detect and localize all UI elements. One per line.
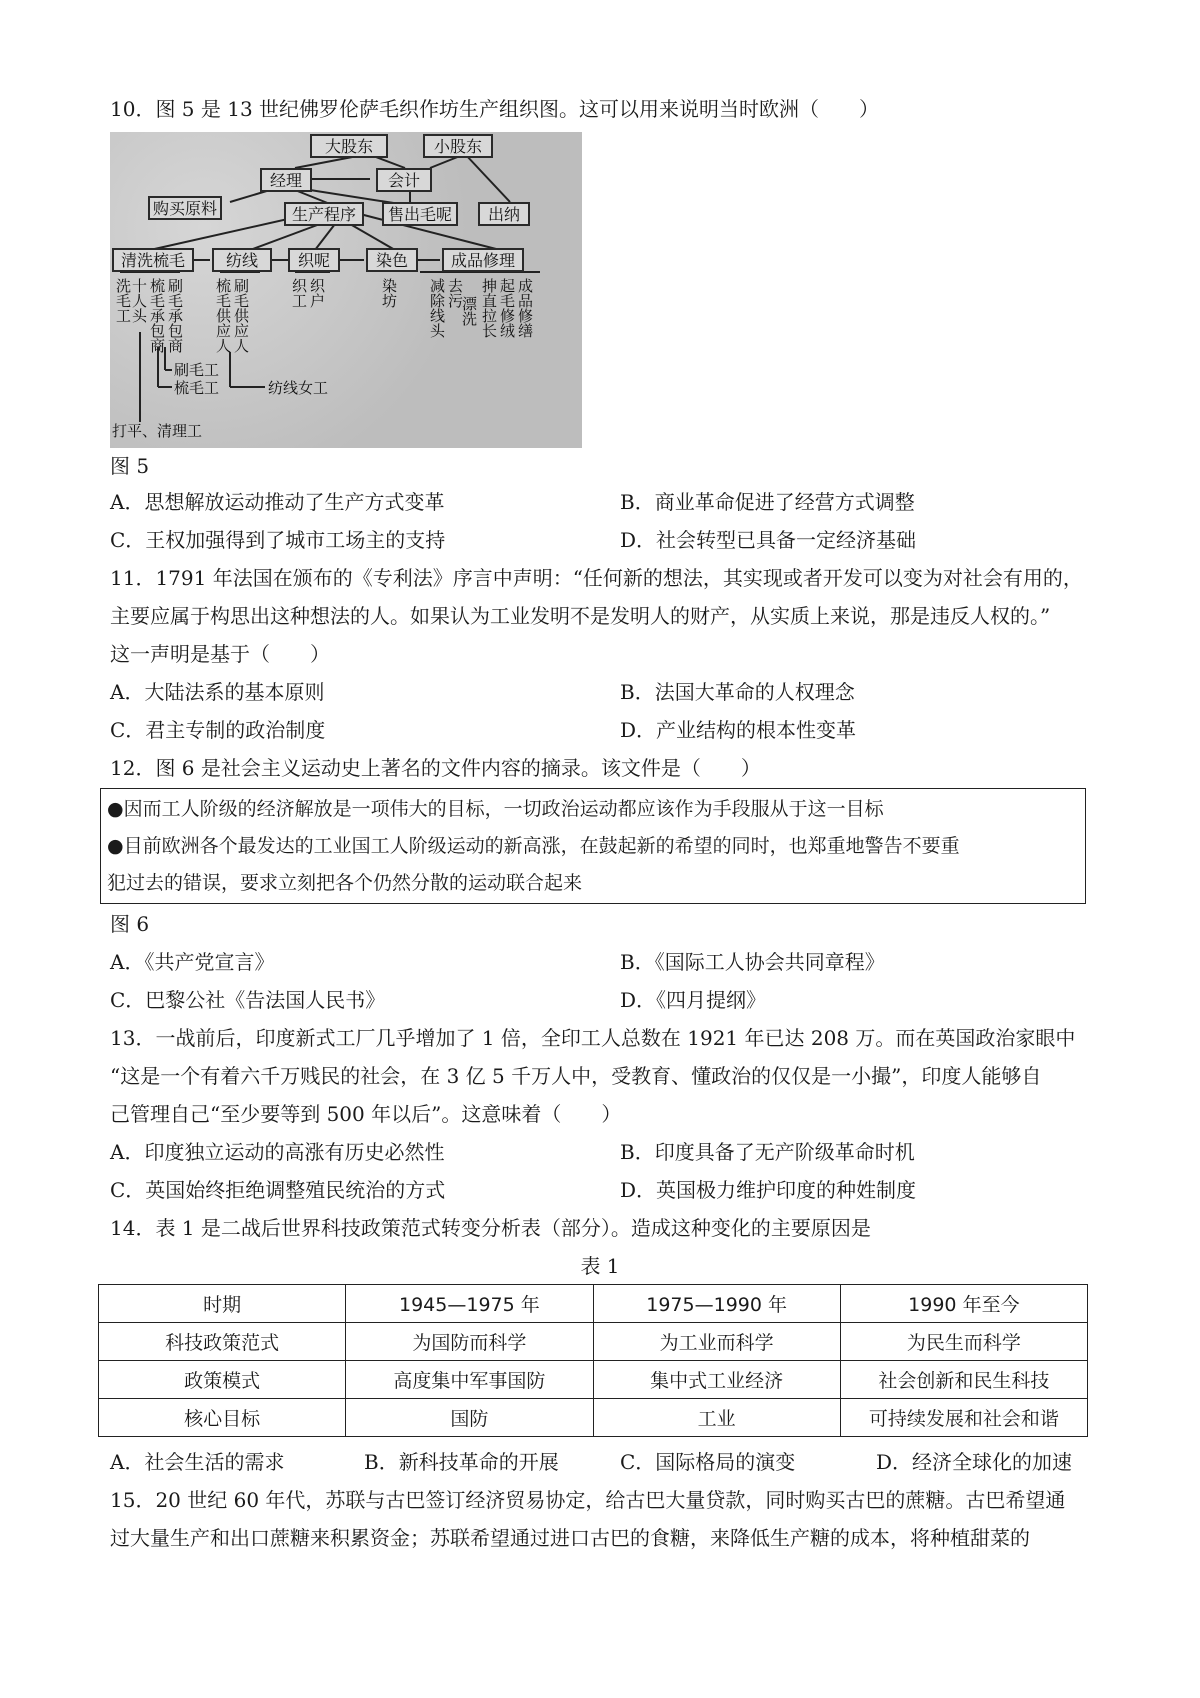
table-cell: 1990 年至今 bbox=[840, 1285, 1087, 1323]
table-cell: 科技政策范式 bbox=[99, 1323, 346, 1361]
figure-6-label: 图 6 bbox=[110, 912, 150, 936]
table-row bbox=[99, 1399, 1088, 1437]
table-cell: 政策模式 bbox=[99, 1361, 346, 1399]
v-comb-contractor: 梳毛承包商 bbox=[148, 278, 166, 353]
v-comb-supplier: 梳毛供应人 bbox=[214, 278, 232, 353]
v-weaving-household: 织户 bbox=[308, 278, 326, 308]
v-raise-nap: 起毛修绒 bbox=[498, 278, 516, 338]
q13-line-2: “这是一个有着六千万贱民的社会，在 3 亿 5 千万人中，受教育、懂政治的仅仅是一小撮”，印度人能够自 bbox=[110, 1064, 1042, 1088]
table-cell: 社会创新和民生科技 bbox=[840, 1361, 1087, 1399]
node-sell-wool: 售出毛呢 bbox=[382, 202, 458, 226]
q10-option-a[interactable]: A．思想解放运动推动了生产方式变革 bbox=[110, 490, 445, 514]
v-brush-contractor: 刷毛承包商 bbox=[166, 278, 184, 353]
q14-option-a[interactable]: A．社会生活的需求 bbox=[110, 1450, 285, 1474]
q15-line-2: 过大量生产和出口蔗糖来积累资金；苏联希望通过进口古巴的食糖，来降低生产糖的成本，将种植甜菜的 bbox=[110, 1526, 1030, 1550]
q11-line-1: 11．1791 年法国在颁布的《专利法》序言中声明：“任何新的想法，其实现或者开发可以变为对社会有用的， bbox=[110, 566, 1083, 590]
node-finishing: 成品修理 bbox=[442, 248, 524, 272]
figure-5-diagram bbox=[110, 132, 582, 448]
v-remove-threads: 减除线头 bbox=[428, 278, 446, 338]
v-ten-head: 十人头 bbox=[130, 278, 148, 323]
node-dyeing: 染色 bbox=[366, 248, 418, 272]
node-buy-materials: 购买原料 bbox=[148, 196, 222, 220]
node-weaving: 织呢 bbox=[288, 248, 340, 272]
table-cell: 为工业而科学 bbox=[593, 1323, 840, 1361]
q13-option-d[interactable]: D．英国极力维护印度的种姓制度 bbox=[620, 1178, 917, 1202]
q13-line-3: 己管理自己“至少要等到 500 年以后”。这意味着（ ） bbox=[110, 1102, 622, 1126]
q12-option-d[interactable]: D．《四月提纲》 bbox=[620, 988, 767, 1012]
q12-stem: 12．图 6 是社会主义运动史上著名的文件内容的摘录。该文件是（ ） bbox=[110, 756, 761, 780]
table-cell: 1975—1990 年 bbox=[593, 1285, 840, 1323]
v-stretch: 抻直拉长 bbox=[480, 278, 498, 338]
figure-6-box bbox=[100, 788, 1086, 904]
q12-option-a[interactable]: A．《共产党宣言》 bbox=[110, 950, 275, 974]
q13-option-b[interactable]: B．印度具备了无产阶级革命时机 bbox=[620, 1140, 915, 1164]
q12-option-b[interactable]: B．《国际工人协会共同章程》 bbox=[620, 950, 885, 974]
q11-line-2: 主要应属于构思出这种想法的人。如果认为工业发明不是发明人的财产，从实质上来说，那是违反人权的。” bbox=[110, 604, 1051, 628]
q11-option-d[interactable]: D．产业结构的根本性变革 bbox=[620, 718, 857, 742]
label-comb-worker: 梳毛工 bbox=[174, 379, 220, 397]
q11-option-b[interactable]: B．法国大革命的人权理念 bbox=[620, 680, 855, 704]
node-manager: 经理 bbox=[260, 168, 312, 192]
table-cell: 核心目标 bbox=[99, 1399, 346, 1437]
node-accountant: 会计 bbox=[376, 168, 432, 192]
v-decontaminate: 去污 bbox=[446, 278, 464, 308]
q11-line-3: 这一声明是基于（ ） bbox=[110, 642, 330, 666]
v-finished-repair: 成品修缮 bbox=[516, 278, 534, 338]
q14-option-d[interactable]: D．经济全球化的加速 bbox=[876, 1450, 1073, 1474]
v-brush-supplier: 刷毛供应人 bbox=[232, 278, 250, 353]
table-1-title: 表 1 bbox=[580, 1254, 620, 1278]
figure-5-label: 图 5 bbox=[110, 454, 150, 478]
table-cell: 可持续发展和社会和谐 bbox=[840, 1399, 1087, 1437]
q10-stem: 10．图 5 是 13 世纪佛罗伦萨毛织作坊生产组织图。这可以用来说明当时欧洲（ ） bbox=[110, 97, 880, 121]
q10-option-c[interactable]: C．王权加强得到了城市工场主的支持 bbox=[110, 528, 446, 552]
node-minor-shareholder: 小股东 bbox=[423, 134, 493, 158]
q14-option-c[interactable]: C．国际格局的演变 bbox=[620, 1450, 796, 1474]
node-spinning: 纺线 bbox=[212, 248, 272, 272]
node-wash-comb: 清洗梳毛 bbox=[112, 248, 194, 272]
table-row bbox=[99, 1285, 1088, 1323]
v-rinse: 漂洗 bbox=[460, 296, 478, 326]
table-1 bbox=[98, 1284, 1088, 1437]
q13-option-c[interactable]: C．英国始终拒绝调整殖民统治的方式 bbox=[110, 1178, 446, 1202]
q11-option-a[interactable]: A．大陆法系的基本原则 bbox=[110, 680, 325, 704]
q10-option-d[interactable]: D．社会转型已具备一定经济基础 bbox=[620, 528, 917, 552]
node-cashier: 出纳 bbox=[478, 202, 530, 226]
table-cell: 时期 bbox=[99, 1285, 346, 1323]
q10-option-b[interactable]: B．商业革命促进了经营方式调整 bbox=[620, 490, 915, 514]
table-row bbox=[99, 1361, 1088, 1399]
table-cell: 高度集中军事国防 bbox=[346, 1361, 593, 1399]
table-cell: 为民生而科学 bbox=[840, 1323, 1087, 1361]
figure-6-line-3: 犯过去的错误，要求立刻把各个仍然分散的运动联合起来 bbox=[107, 872, 583, 894]
label-spin-worker: 纺线女工 bbox=[268, 379, 329, 397]
table-cell: 为国防而科学 bbox=[346, 1323, 593, 1361]
q14-option-b[interactable]: B．新科技革命的开展 bbox=[364, 1450, 559, 1474]
q12-option-c[interactable]: C．巴黎公社《告法国人民书》 bbox=[110, 988, 386, 1012]
label-beat-worker: 打平、清理工 bbox=[112, 422, 203, 440]
q15-line-1: 15．20 世纪 60 年代，苏联与古巴签订经济贸易协定，给古巴大量贷款，同时购买古巴的蔗糖。古巴希望通 bbox=[110, 1488, 1066, 1512]
v-weaver: 织工 bbox=[290, 278, 308, 308]
node-major-shareholder: 大股东 bbox=[310, 134, 388, 158]
q13-line-1: 13．一战前后，印度新式工厂几乎增加了 1 倍，全印工人总数在 1921 年已达 208 万。而在英国政治家眼中 bbox=[110, 1026, 1076, 1050]
figure-6-line-1: ●因而工人阶级的经济解放是一项伟大的目标，一切政治运动都应该作为手段服从于这一目标 bbox=[107, 798, 884, 820]
q14-stem: 14．表 1 是二战后世界科技政策范式转变分析表（部分）。造成这种变化的主要原因是 bbox=[110, 1216, 871, 1240]
node-production: 生产程序 bbox=[284, 202, 364, 226]
table-cell: 1945—1975 年 bbox=[346, 1285, 593, 1323]
q13-option-a[interactable]: A．印度独立运动的高涨有历史必然性 bbox=[110, 1140, 445, 1164]
table-row bbox=[99, 1323, 1088, 1361]
figure-6-line-2: ●目前欧洲各个最发达的工业国工人阶级运动的新高涨，在鼓起新的希望的同时，也郑重地警告不要重 bbox=[107, 835, 960, 857]
table-cell: 国防 bbox=[346, 1399, 593, 1437]
v-dye-shop: 染坊 bbox=[380, 278, 398, 308]
v-wash-worker: 洗毛工 bbox=[114, 278, 132, 323]
table-cell: 集中式工业经济 bbox=[593, 1361, 840, 1399]
q11-option-c[interactable]: C．君主专制的政治制度 bbox=[110, 718, 326, 742]
table-cell: 工业 bbox=[593, 1399, 840, 1437]
label-brush-worker: 刷毛工 bbox=[174, 361, 220, 379]
